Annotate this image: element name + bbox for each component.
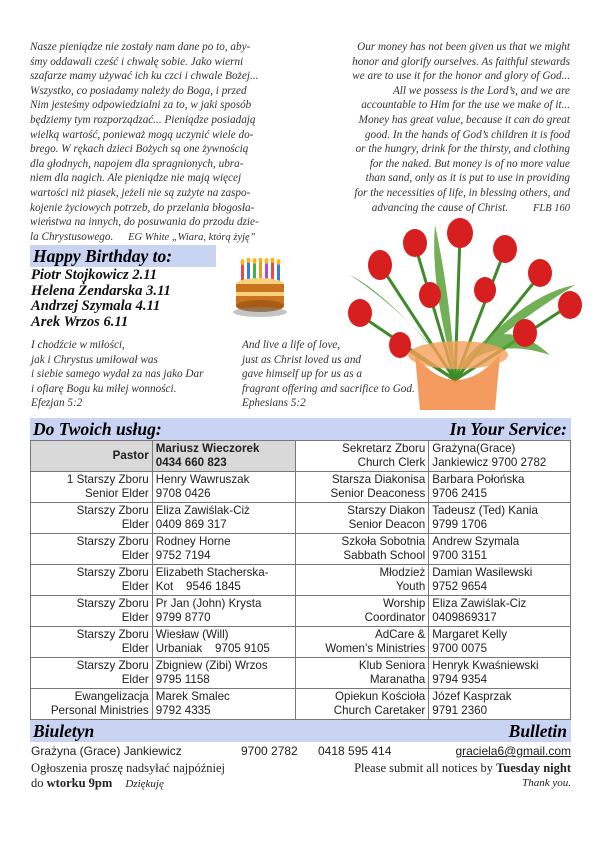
role-label: Personal Ministries (50, 704, 149, 717)
contact-cell (152, 627, 295, 658)
quote-english (318, 40, 570, 216)
contact-phone: 9799 1706 (432, 518, 488, 531)
role-label: Starsza Diakonisa (331, 473, 426, 486)
quote-polish (30, 40, 302, 245)
quote-line: All we possess is the Lord’s, and we are (392, 84, 570, 97)
contact-cell (152, 534, 295, 565)
contact-name: Henry Wawruszak (155, 473, 250, 486)
table-row (31, 627, 571, 658)
quote-line-end: la Chrystusowego. (30, 230, 114, 243)
verse-line: i ofiarę Bogu ku miłej wonności. (31, 382, 177, 395)
role-cell (31, 596, 153, 627)
contact-cell (429, 441, 571, 472)
contact-cell (152, 565, 295, 596)
role-cell (295, 658, 429, 689)
table-row (31, 441, 571, 472)
verse-english (242, 338, 452, 411)
table-row (31, 658, 571, 689)
bulletin-note-polish (31, 761, 311, 792)
role-cell (31, 503, 153, 534)
role-label: Starszy Diakon (347, 504, 426, 517)
contact-phone: 9700 3151 (432, 549, 488, 562)
contact-cell (429, 534, 571, 565)
contact-name: Józef Kasprzak (432, 690, 512, 703)
contact-name: Barbara Połońska (432, 473, 525, 486)
quote-line: than sand, only as it is put to use in providing (365, 172, 570, 185)
role-cell (295, 441, 429, 472)
table-row (31, 472, 571, 503)
contact-cell (429, 472, 571, 503)
bulletin-band (30, 720, 571, 742)
birthday-list (31, 268, 231, 330)
contact-phone: 9752 9654 (432, 580, 488, 593)
quote-line (318, 201, 570, 217)
role-label: Młodzież (379, 566, 426, 579)
role-cell (295, 565, 429, 596)
birthday-cake-icon (233, 258, 287, 320)
note-line: Ogłoszenia proszę nadsyłać najpóźniej (31, 761, 226, 775)
quote-line: or the hungry, drink for the thirsty, and clothing (355, 143, 570, 156)
role-cell (31, 565, 153, 596)
role-label: Coordinator (364, 611, 426, 624)
role-label: AdCare & (375, 628, 426, 641)
verse-line: gave himself up for us as a (242, 368, 362, 381)
contact-name: Henryk Kwaśniewski (432, 659, 539, 672)
note-deadline: wtorku 9pm (46, 776, 113, 790)
quote-line: Money has great value, because it can do great (358, 113, 570, 126)
contact-name: Rodney Horne (155, 535, 231, 548)
quote-line: wartości niż piasek, jeżeli nie są zużyte na zaspo- (30, 186, 251, 199)
contact-cell (429, 689, 571, 720)
contact-phone: 9795 1158 (155, 673, 210, 686)
role-label: Senior Deaconess (330, 487, 426, 500)
note-text: Please submit all notices by (354, 761, 497, 775)
role-cell (31, 658, 153, 689)
role-label: Ewangelizacja (74, 690, 149, 703)
role-cell (31, 534, 153, 565)
quote-line: Wszystko, co posiadamy należy do Boga, i przed (30, 84, 247, 97)
contact-phone: 9700 0075 (432, 642, 488, 655)
quote-line: brego. W rękach dzieci Bożych są one żywnością (30, 143, 249, 156)
role-label: Szkoła Sobotnia (341, 535, 426, 548)
contact-cell (152, 596, 295, 627)
table-row (31, 503, 571, 534)
note-text: do (31, 776, 47, 790)
bulletin-title-polish: Biuletyn (33, 721, 95, 741)
birthday-person: Arek Wrzos 6.11 (31, 313, 129, 330)
contact-phone: 0409869317 (432, 611, 497, 624)
role-label: Klub Seniora (358, 659, 426, 672)
birthday-person: Andrzej Szymala 4.11 (31, 298, 161, 314)
note-deadline: Tuesday night (496, 761, 571, 775)
contact-phone: Kot 9546 1845 (155, 580, 241, 593)
contact-cell (152, 658, 295, 689)
role-cell (31, 472, 153, 503)
role-label: Elder (121, 518, 149, 531)
bulletin-title-english: Bulletin (508, 721, 567, 741)
verse-ref: Ephesians 5:2 (242, 397, 306, 410)
role-label: 1 Starszy Zboru (66, 473, 149, 486)
contact-cell (152, 472, 295, 503)
verse-line: i siebie samego wydał za nas jako Dar (31, 368, 204, 381)
quote-line: szafarze mamy używać ich ku czci i chwale Bożej... (30, 70, 259, 83)
quote-line: kojenie życiowych potrzeb, do przelania błogosła- (30, 201, 255, 214)
contact-phone: 9752 7194 (155, 549, 211, 562)
contact-phone: 9799 8770 (155, 611, 211, 624)
contact-name: Damian Wasilewski (432, 566, 533, 579)
table-row (31, 596, 571, 627)
role-label: Starszy Zboru (76, 659, 149, 672)
contact-name: Marek Smalec (155, 690, 230, 703)
role-cell (295, 596, 429, 627)
verse-line: I chodźcie w miłości, (31, 339, 125, 351)
contact-name: Mariusz Wieczorek (155, 442, 260, 455)
quote-line (30, 230, 302, 246)
role-label: Starszy Zboru (76, 566, 149, 579)
bulletin-mobile: 0418 595 414 (318, 744, 392, 758)
role-label: Worship (382, 597, 426, 610)
role-label: Senior Deacon (348, 518, 426, 531)
role-label: Women’s Ministries (325, 642, 426, 655)
quote-source: EG White „Wiara, którą żyję” (128, 231, 256, 243)
table-row (31, 689, 571, 720)
service-title-polish: Do Twoich usług: (33, 419, 162, 439)
contact-name: Margaret Kelly (432, 628, 508, 641)
contact-phone: 0409 869 317 (155, 518, 227, 531)
role-label: Elder (121, 611, 149, 624)
role-label: Church Clerk (357, 456, 426, 469)
contact-cell (429, 565, 571, 596)
role-cell (31, 441, 153, 472)
note-thanks: Thank you. (522, 777, 571, 789)
contact-name: Eliza Zawiślak-Ciż (155, 504, 250, 517)
quote-line: Our money has not been given us that we might (357, 41, 570, 53)
contact-name: Andrew Szymala (432, 535, 520, 548)
bulletin-contact-line (31, 743, 571, 759)
birthday-person: Helena Żendarska 3.11 (31, 282, 171, 299)
quote-line: Nasze pieniądze nie zostały nam dane po to, aby- (30, 41, 251, 53)
quote-line: wieństwa na innych, do posuwania do przodu dzie- (30, 216, 259, 229)
service-title-english: In Your Service: (449, 419, 567, 439)
quote-line: accountable to Him for the use we make of it... (361, 99, 570, 112)
quote-line: for the naked. But money is of no more value (369, 157, 570, 170)
contact-phone: 9706 2415 (432, 487, 488, 500)
role-cell (295, 472, 429, 503)
role-label: Youth (396, 580, 426, 593)
birthday-person: Piotr Stojkowicz 2.11 (31, 267, 158, 283)
bulletin-phone: 9700 2782 (241, 744, 298, 758)
contact-name: Pr Jan (John) Krysta (155, 597, 262, 610)
quote-line: Nim jesteśmy odpowiedzialni za to, w jaki sposób (30, 99, 252, 112)
role-cell (295, 689, 429, 720)
role-label: Opiekun Kościoła (335, 690, 426, 703)
contact-phone: 9708 0426 (155, 487, 211, 500)
role-label: Starszy Zboru (76, 597, 149, 610)
role-label: Senior Elder (84, 487, 149, 500)
contact-name: Eliza Zawiślak-Ciz (432, 597, 527, 610)
note-line (31, 776, 311, 792)
role-label: Starszy Zboru (76, 535, 149, 548)
role-label: Maranatha (369, 673, 426, 686)
verse-line: jak i Chrystus umiłował was (31, 353, 158, 366)
note-line (300, 761, 571, 776)
quote-line: będziemy tym rozporządzać... Pieniądze posiadają (30, 113, 256, 126)
contact-phone: Urbaniak 9705 9105 (155, 642, 270, 655)
quote-line: honor and glorify ourselves. As faithful stewards (352, 55, 570, 68)
quote-line: good. In the hands of God’s children it is food (364, 128, 570, 141)
bulletin-editor-name: Grażyna (Grace) Jankiewicz (31, 744, 182, 758)
contact-cell (152, 689, 295, 720)
verse-ref: Efezjan 5:2 (31, 397, 83, 410)
verse-line: just as Christ loved us and (242, 353, 362, 366)
role-label: Elder (121, 673, 149, 686)
quote-line: we are to use it for the honor and glory of God... (352, 70, 570, 83)
table-row (31, 565, 571, 596)
contact-phone: 9791 2360 (432, 704, 488, 717)
contact-name: Elizabeth Stacherska- (155, 566, 269, 579)
contact-cell (429, 503, 571, 534)
quote-line: wielką wartość, ponieważ mogą uczynić wiele do- (30, 128, 254, 141)
note-thanks: Dziękuję (125, 778, 164, 790)
bulletin-note-english (300, 761, 571, 791)
contact-cell (429, 596, 571, 627)
role-label: Church Caretaker (333, 704, 426, 717)
contact-phone: 9794 9354 (432, 673, 488, 686)
contact-cell (429, 658, 571, 689)
contact-cell (429, 627, 571, 658)
service-band (30, 418, 571, 440)
verse-polish (31, 338, 251, 411)
contact-name: Wiesław (Will) (155, 628, 229, 641)
role-label: Starszy Zboru (76, 628, 149, 641)
contact-cell (152, 441, 295, 472)
contact-name: Tadeusz (Ted) Kania (432, 504, 538, 517)
quote-line: dla głodnych, napojem dla spragnionych, ubra- (30, 157, 244, 170)
role-cell (295, 503, 429, 534)
role-cell (31, 627, 153, 658)
contact-phone: 0434 660 823 (155, 456, 227, 469)
bulletin-email-link[interactable]: graciela6@gmail.com (455, 744, 571, 758)
birthday-band (30, 245, 216, 267)
role-label: Pastor (112, 449, 149, 462)
role-label: Elder (121, 580, 149, 593)
quote-line-end: advancing the cause of Christ. (371, 201, 509, 214)
birthday-title: Happy Birthday to: (33, 246, 173, 266)
contact-cell (152, 503, 295, 534)
verse-line: fragrant offering and sacrifice to God. (242, 382, 415, 395)
role-cell (295, 534, 429, 565)
quote-line: niem dla nagich. Ale pieniądze nie mają więcej (30, 172, 242, 185)
contact-phone: 9792 4335 (155, 704, 211, 717)
role-label: Elder (121, 549, 149, 562)
verse-line: And live a life of love, (242, 339, 341, 351)
role-label: Sekretarz Zboru (342, 442, 426, 455)
quote-source: FLB 160 (532, 202, 570, 214)
quote-line: śmy oddawali cześć i chwałę sobie. Jako wierni (30, 55, 244, 68)
table-row (31, 534, 571, 565)
contact-phone: Jankiewicz 9700 2782 (432, 456, 547, 469)
service-table (30, 440, 571, 720)
role-cell (295, 627, 429, 658)
role-label: Sabbath School (343, 549, 426, 562)
role-label: Starszy Zboru (76, 504, 149, 517)
contact-name: Zbigniew (Zibi) Wrzos (155, 659, 268, 672)
contact-name: Grażyna(Grace) (432, 442, 516, 455)
quote-line: for the necessities of life, in blessing others, and (354, 186, 570, 199)
role-label: Elder (121, 642, 149, 655)
role-cell (31, 689, 153, 720)
